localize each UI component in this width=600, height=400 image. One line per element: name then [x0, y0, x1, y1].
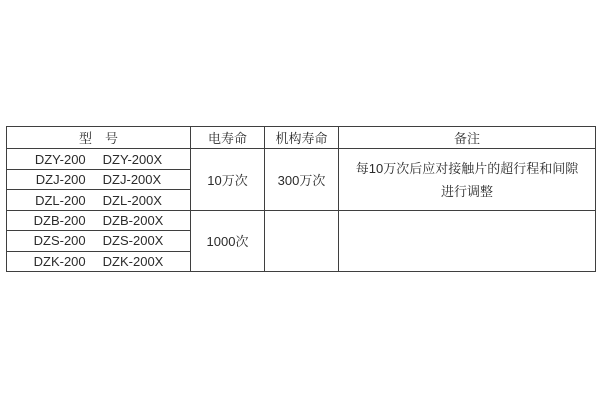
mechanical-life-cell-group2: [265, 210, 339, 271]
model-cell-dzy: [7, 149, 191, 169]
model-code-right: DZK-200X: [102, 253, 164, 269]
header-row: [7, 127, 596, 149]
header-mechanical-life: 机构寿命: [265, 127, 339, 149]
model-code-right: DZS-200X: [102, 233, 164, 249]
remark-cell-group2: [339, 210, 596, 271]
remark-cell-group1: [339, 149, 596, 210]
model-cell-dzl: [7, 190, 191, 210]
model-code-right: DZY-200X: [102, 151, 163, 167]
model-code-left: DZY-200: [34, 151, 86, 167]
model-code-right: DZB-200X: [102, 212, 164, 228]
model-code-left: DZB-200: [33, 212, 86, 228]
model-code-left: DZJ-200: [35, 172, 86, 188]
header-model: 型 号: [7, 127, 191, 149]
model-code-left: DZK-200: [33, 253, 86, 269]
model-cell-dzb: [7, 210, 191, 230]
model-code-right: DZL-200X: [102, 192, 162, 208]
table-row: [7, 210, 596, 230]
spec-table: [6, 126, 596, 272]
model-cell-dzj: [7, 169, 191, 189]
table-row: [7, 149, 596, 169]
remark-line-1: 每10万次后应对接触片的超行程和间隙: [355, 160, 579, 176]
model-code-right: DZJ-200X: [102, 172, 162, 188]
model-code-left: DZS-200: [33, 233, 86, 249]
model-code-left: DZL-200: [35, 192, 86, 208]
mechanical-life-cell-group1: 300万次: [265, 149, 339, 210]
electrical-life-cell-group1: 10万次: [191, 149, 265, 210]
header-remark: 备注: [339, 127, 596, 149]
model-cell-dzs: [7, 231, 191, 251]
remark-line-2: 进行调整: [440, 183, 493, 199]
model-cell-dzk: [7, 251, 191, 271]
header-electrical-life: 电寿命: [191, 127, 265, 149]
electrical-life-cell-group2: 1000次: [191, 210, 265, 271]
spec-table-container: [6, 126, 596, 272]
